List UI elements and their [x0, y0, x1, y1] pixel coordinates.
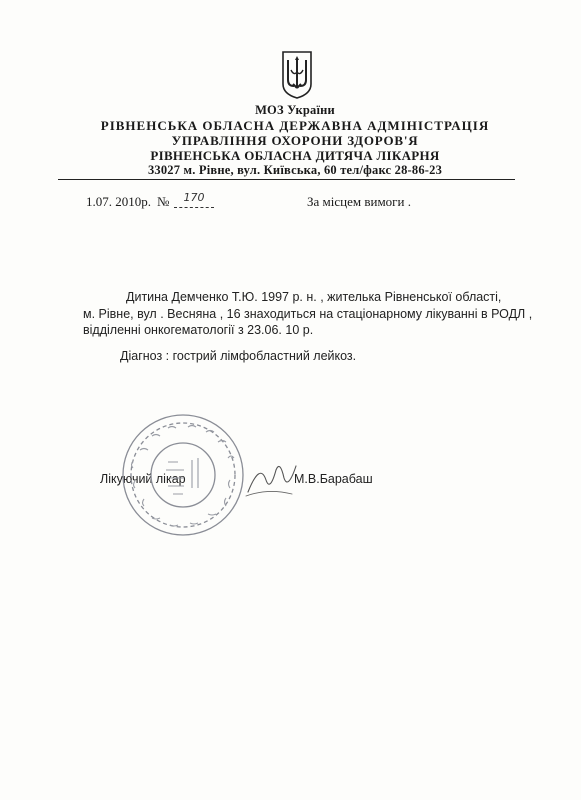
- hospital-address: 33027 м. Рівне, вул. Київська, 60 тел/факс 28-86-23: [147, 163, 443, 177]
- document-number: 170: [174, 191, 214, 208]
- destination-note: За місцем вимоги .: [307, 194, 411, 209]
- official-stamp-icon: [118, 410, 248, 540]
- ministry-title: МОЗ України: [255, 103, 335, 117]
- body-text-line-2: м. Рівне, вул . Весняна , 16 знаходиться на стаціонарному лікуванні в РОДЛ ,: [83, 307, 533, 321]
- physician-name: М.В.Барабаш: [294, 472, 373, 486]
- administration-title: РІВНЕНСЬКА ОБЛАСНА ДЕРЖАВНА АДМІНІСТРАЦІЯ: [100, 118, 490, 133]
- trident-emblem-icon: [280, 50, 314, 100]
- body-text-line-1: Дитина Демченко Т.Ю. 1997 р. н. , жителька Рівненської області,: [126, 290, 502, 304]
- hospital-title: РІВНЕНСЬКА ОБЛАСНА ДИТЯЧА ЛІКАРНЯ: [150, 148, 440, 163]
- diagnosis-text: Діагноз : гострий лімфобластний лейкоз.: [120, 349, 357, 363]
- handwritten-signature-icon: [242, 452, 302, 502]
- document-date: 1.07. 2010р.: [86, 194, 151, 209]
- body-text-line-3: відділенні онкогематології з 23.06. 10 р.: [83, 323, 314, 337]
- header-divider: [58, 179, 515, 180]
- physician-role: Лікуючий лікар: [100, 472, 186, 486]
- number-label: №: [157, 194, 170, 209]
- department-title: УПРАВЛІННЯ ОХОРОНИ ЗДОРОВ'Я: [171, 133, 419, 148]
